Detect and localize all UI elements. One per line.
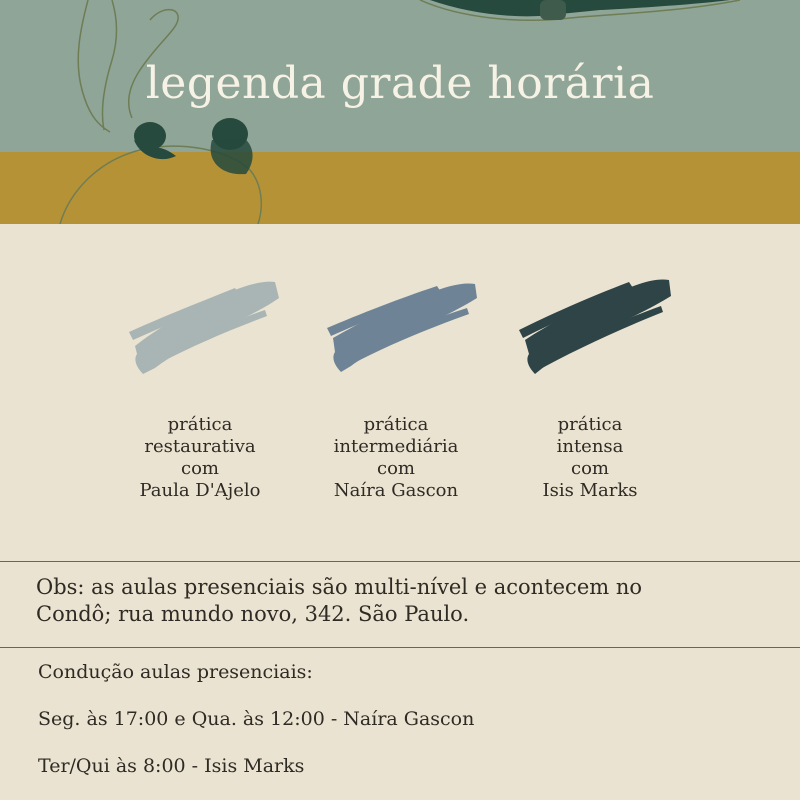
schedule-heading: Condução aulas presenciais: — [38, 661, 313, 683]
schedule-item: Ter/Qui às 8:00 - Isis Marks — [38, 755, 305, 777]
legend-label-line3: com — [181, 458, 219, 479]
schedule-item: Seg. às 17:00 e Qua. às 12:00 - Naíra Gascon — [38, 708, 475, 730]
legend-label-line1: prática — [167, 414, 233, 435]
brush-swatch-intensa — [505, 268, 675, 388]
legend-item-restaurativa — [110, 268, 290, 502]
legend-label-line3: com — [377, 458, 415, 479]
divider-bottom — [0, 647, 800, 648]
brush-swatch-intermediaria — [311, 268, 481, 388]
legend-label-line3: com — [571, 458, 609, 479]
legend-label-line1: prática — [557, 414, 623, 435]
yoga-figures-illustration — [0, 0, 800, 224]
figure-band-detail — [540, 0, 566, 20]
observation-line1: Obs: as aulas presenciais são multi-nível e acontecem no — [36, 575, 643, 599]
legend-label-line1: prática — [363, 414, 429, 435]
observation-note — [36, 574, 776, 628]
legend-teacher: Naíra Gascon — [333, 480, 459, 501]
legend-label-line2: restaurativa — [144, 436, 256, 457]
observation-line2: Condô; rua mundo novo, 342. São Paulo. — [36, 602, 470, 626]
legend-item-intensa — [500, 268, 680, 502]
legend-label-line2: intensa — [556, 436, 624, 457]
brush-swatch-restaurativa — [115, 268, 285, 388]
divider-top — [0, 561, 800, 562]
legend-label-line2: intermediária — [333, 436, 459, 457]
figure-shoulder — [211, 138, 253, 174]
page-title: legenda grade horária — [145, 58, 655, 109]
legend-teacher: Isis Marks — [542, 480, 638, 501]
legend-teacher: Paula D'Ajelo — [139, 480, 261, 501]
legend-item-intermediaria — [306, 268, 486, 502]
